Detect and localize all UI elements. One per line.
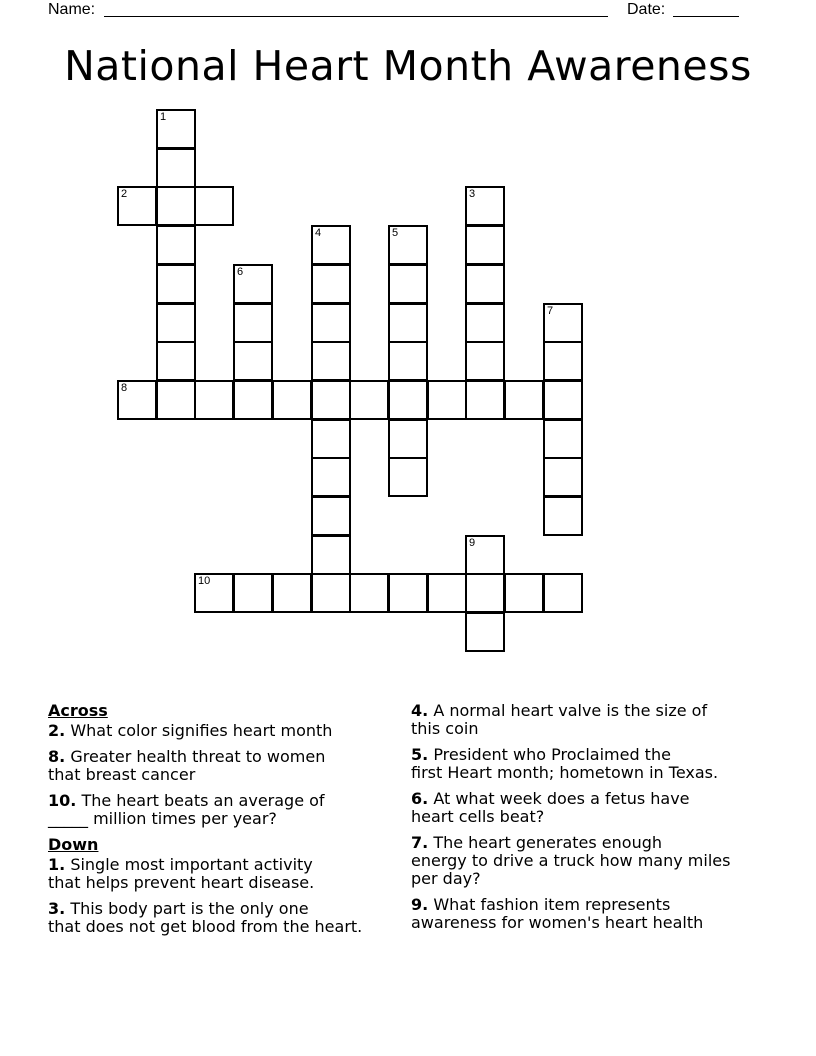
grid-cell[interactable] bbox=[156, 264, 196, 304]
clue-number-label: 8 bbox=[121, 382, 128, 394]
clue-text: What color signifies heart month bbox=[70, 721, 333, 740]
grid-cell[interactable] bbox=[233, 264, 273, 304]
grid-cell[interactable] bbox=[465, 573, 505, 613]
across-clue-2 bbox=[48, 722, 408, 740]
clue-text: This body part is the only one that does not get blood from the heart. bbox=[48, 899, 363, 936]
clue-number: 6. bbox=[411, 789, 429, 808]
clue-number: 5. bbox=[411, 745, 429, 764]
grid-cell[interactable] bbox=[388, 457, 428, 497]
grid-cell[interactable] bbox=[388, 264, 428, 304]
clue-number-label: 4 bbox=[315, 227, 322, 239]
grid-cell[interactable] bbox=[194, 186, 234, 226]
grid-cell[interactable] bbox=[349, 380, 389, 420]
grid-cell[interactable] bbox=[117, 380, 157, 420]
across-clue-8 bbox=[48, 748, 408, 784]
grid-cell[interactable] bbox=[543, 573, 583, 613]
grid-cell[interactable] bbox=[388, 573, 428, 613]
clue-text: The heart beats an average of _____ million times per year? bbox=[48, 791, 325, 828]
grid-cell[interactable] bbox=[388, 419, 428, 459]
clue-text: At what week does a fetus have heart cells beat? bbox=[411, 789, 690, 826]
across-heading: Across bbox=[48, 701, 108, 720]
grid-cell[interactable] bbox=[465, 380, 505, 420]
grid-cell[interactable] bbox=[311, 380, 351, 420]
grid-cell[interactable] bbox=[388, 341, 428, 381]
grid-cell[interactable] bbox=[311, 496, 351, 536]
down-heading: Down bbox=[48, 835, 99, 854]
clue-number-label: 9 bbox=[469, 537, 476, 549]
grid-cell[interactable] bbox=[311, 225, 351, 265]
clue-number-label: 6 bbox=[237, 266, 244, 278]
grid-cell[interactable] bbox=[194, 573, 234, 613]
clue-number: 3. bbox=[48, 899, 66, 918]
down-clue-5 bbox=[411, 746, 781, 782]
clue-number-label: 3 bbox=[469, 188, 476, 200]
clues-left-column bbox=[48, 702, 408, 944]
grid-cell[interactable] bbox=[233, 380, 273, 420]
grid-cell[interactable] bbox=[427, 380, 467, 420]
grid-cell[interactable] bbox=[233, 303, 273, 343]
grid-cell[interactable] bbox=[311, 573, 351, 613]
clue-number: 2. bbox=[48, 721, 66, 740]
down-clue-7 bbox=[411, 834, 781, 888]
grid-cell[interactable] bbox=[233, 573, 273, 613]
grid-cell[interactable] bbox=[156, 341, 196, 381]
grid-cell[interactable] bbox=[543, 496, 583, 536]
grid-cell[interactable] bbox=[465, 341, 505, 381]
down-clue-1 bbox=[48, 856, 408, 892]
grid-cell[interactable] bbox=[311, 341, 351, 381]
grid-cell[interactable] bbox=[465, 225, 505, 265]
grid-cell[interactable] bbox=[465, 612, 505, 652]
grid-cell[interactable] bbox=[543, 457, 583, 497]
clue-number-label: 7 bbox=[547, 305, 554, 317]
grid-cell[interactable] bbox=[311, 303, 351, 343]
across-clue-10 bbox=[48, 792, 408, 828]
grid-cell[interactable] bbox=[311, 419, 351, 459]
grid-cell[interactable] bbox=[233, 341, 273, 381]
grid-cell[interactable] bbox=[504, 573, 544, 613]
clue-text: Single most important activity that helps prevent heart disease. bbox=[48, 855, 315, 892]
clue-number: 9. bbox=[411, 895, 429, 914]
grid-cell[interactable] bbox=[388, 225, 428, 265]
grid-cell[interactable] bbox=[156, 380, 196, 420]
grid-cell[interactable] bbox=[543, 419, 583, 459]
clue-number: 7. bbox=[411, 833, 429, 852]
grid-cell[interactable] bbox=[311, 457, 351, 497]
grid-cell[interactable] bbox=[156, 303, 196, 343]
grid-cell[interactable] bbox=[272, 573, 312, 613]
clue-number-label: 5 bbox=[392, 227, 399, 239]
grid-cell[interactable] bbox=[156, 109, 196, 149]
down-clue-4 bbox=[411, 702, 781, 738]
grid-cell[interactable] bbox=[156, 186, 196, 226]
clue-number: 8. bbox=[48, 747, 66, 766]
grid-cell[interactable] bbox=[349, 573, 389, 613]
name-label: Name: bbox=[48, 1, 96, 18]
page-title: National Heart Month Awareness bbox=[64, 42, 752, 90]
clue-number: 4. bbox=[411, 701, 429, 720]
grid-cell[interactable] bbox=[504, 380, 544, 420]
grid-cell[interactable] bbox=[388, 380, 428, 420]
clues-right-column bbox=[411, 702, 781, 940]
clue-number-label: 1 bbox=[160, 111, 167, 123]
grid-cell[interactable] bbox=[388, 303, 428, 343]
grid-cell[interactable] bbox=[543, 380, 583, 420]
clue-number-label: 10 bbox=[198, 575, 211, 587]
grid-cell[interactable] bbox=[465, 186, 505, 226]
clue-text: A normal heart valve is the size of this coin bbox=[411, 701, 708, 738]
grid-cell[interactable] bbox=[311, 535, 351, 575]
clue-number: 10. bbox=[48, 791, 77, 810]
down-clue-9 bbox=[411, 896, 781, 932]
clue-text: President who Proclaimed the first Heart month; hometown in Texas. bbox=[411, 745, 719, 782]
grid-cell[interactable] bbox=[427, 573, 467, 613]
clue-text: Greater health threat to women that breast cancer bbox=[48, 747, 326, 784]
grid-cell[interactable] bbox=[543, 341, 583, 381]
clue-number: 1. bbox=[48, 855, 66, 874]
clue-text: The heart generates enough energy to drive a truck how many miles per day? bbox=[411, 833, 731, 888]
grid-cell[interactable] bbox=[156, 148, 196, 188]
grid-cell[interactable] bbox=[465, 535, 505, 575]
grid-cell[interactable] bbox=[465, 264, 505, 304]
grid-cell[interactable] bbox=[117, 186, 157, 226]
grid-cell[interactable] bbox=[194, 380, 234, 420]
grid-cell[interactable] bbox=[311, 264, 351, 304]
clue-number-label: 2 bbox=[121, 188, 128, 200]
down-clue-6 bbox=[411, 790, 781, 826]
date-label: Date: bbox=[627, 1, 666, 18]
down-clue-3 bbox=[48, 900, 408, 936]
clue-text: What fashion item represents awareness for women's heart health bbox=[411, 895, 704, 932]
grid-cell[interactable] bbox=[465, 303, 505, 343]
grid-cell[interactable] bbox=[272, 380, 312, 420]
grid-cell[interactable] bbox=[543, 303, 583, 343]
grid-cell[interactable] bbox=[156, 225, 196, 265]
